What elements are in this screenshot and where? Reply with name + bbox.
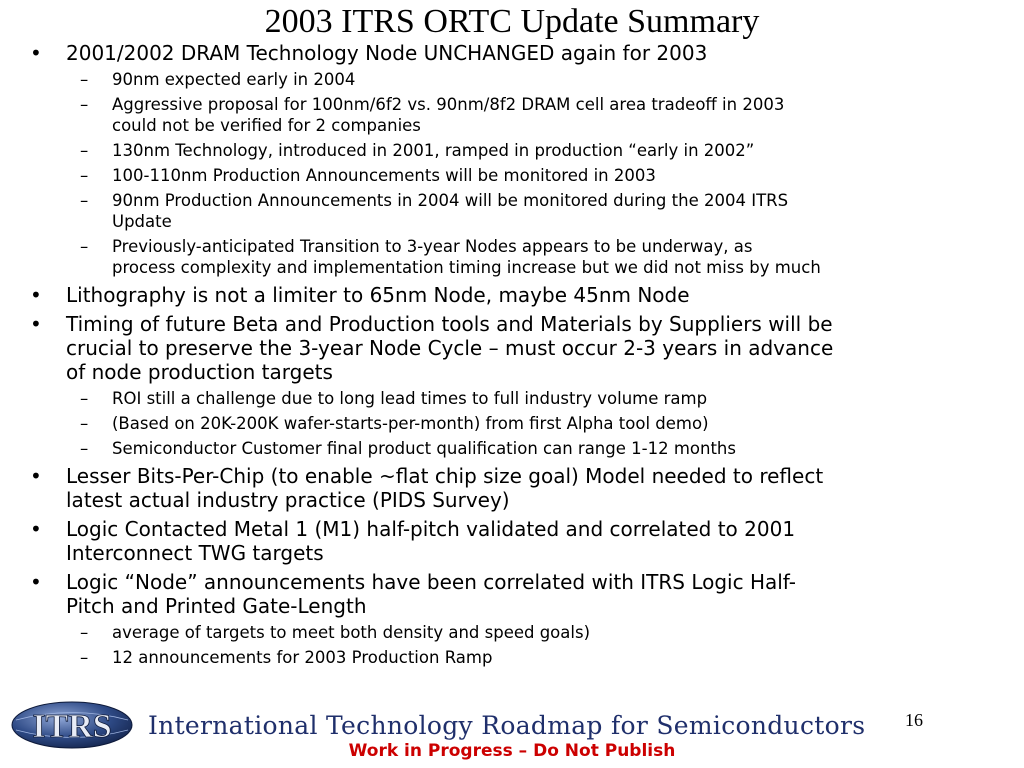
dash-marker: –	[80, 166, 89, 185]
sub-bullet-item	[80, 190, 789, 211]
line-text: (Based on 20K-200K wafer-starts-per-month) from first Alpha tool demo)	[112, 414, 709, 433]
line-text: Update	[112, 212, 172, 231]
org-name: International Technology Roadmap for Semiconductors	[148, 711, 866, 740]
dash-marker: –	[80, 141, 89, 160]
bullet-item	[30, 312, 833, 336]
line-text: 100-110nm Production Announcements will be monitored in 2003	[112, 166, 656, 185]
sub-bullet-item	[80, 647, 493, 668]
sub-bullet-item	[80, 140, 755, 161]
line-text: ROI still a challenge due to long lead times to full industry volume ramp	[112, 389, 708, 408]
line-text: 12 announcements for 2003 Production Ramp	[112, 648, 493, 667]
bullet-item	[66, 336, 833, 360]
sub-bullet-item	[80, 622, 591, 643]
line-text: Lesser Bits-Per-Chip (to enable ~flat chip size goal) Model needed to reflect	[66, 464, 824, 488]
dash-marker: –	[80, 95, 89, 114]
bullet-item	[30, 41, 708, 65]
bullet-item	[66, 541, 324, 565]
line-text: crucial to preserve the 3-year Node Cycle – must occur 2-3 years in advance	[66, 336, 834, 360]
sub-bullet-item	[80, 165, 656, 186]
bullet-marker: •	[30, 517, 42, 541]
dash-marker: –	[80, 191, 89, 210]
line-text: 130nm Technology, introduced in 2001, ramped in production “early in 2002”	[112, 141, 755, 160]
sub-bullet-item	[80, 69, 356, 90]
line-text: average of targets to meet both density and speed goals)	[112, 623, 591, 642]
bullet-item	[66, 360, 333, 384]
slide-title: 2003 ITRS ORTC Update Summary	[264, 3, 760, 40]
sub-bullet-item	[80, 438, 736, 459]
line-text: Logic Contacted Metal 1 (M1) half-pitch validated and correlated to 2001	[66, 517, 796, 541]
bullet-marker: •	[30, 283, 42, 307]
line-text: latest actual industry practice (PIDS Survey)	[66, 488, 510, 512]
sub-bullet-item	[112, 211, 172, 232]
line-text: 90nm Production Announcements in 2004 will be monitored during the 2004 ITRS	[112, 191, 789, 210]
itrs-logo-text: ITRS	[32, 708, 112, 745]
bullet-marker: •	[30, 570, 42, 594]
dash-marker: –	[80, 237, 89, 256]
line-text: Pitch and Printed Gate-Length	[66, 594, 367, 618]
bullet-item	[30, 517, 796, 541]
bullet-item	[66, 488, 510, 512]
bullet-marker: •	[30, 41, 42, 65]
dash-marker: –	[80, 623, 89, 642]
line-text: Lithography is not a limiter to 65nm Node, maybe 45nm Node	[66, 283, 690, 307]
publish-notice: Work in Progress – Do Not Publish	[348, 741, 676, 761]
dash-marker: –	[80, 439, 89, 458]
line-text: 2001/2002 DRAM Technology Node UNCHANGED again for 2003	[66, 41, 708, 65]
sub-bullet-item	[80, 413, 709, 434]
line-text: Interconnect TWG targets	[66, 541, 324, 565]
dash-marker: –	[80, 648, 89, 667]
bullet-item	[66, 594, 367, 618]
line-text: could not be verified for 2 companies	[112, 116, 421, 135]
line-text: 90nm expected early in 2004	[112, 70, 356, 89]
sub-bullet-item	[112, 115, 421, 136]
bullet-item	[30, 464, 824, 488]
sub-bullet-item	[112, 257, 821, 278]
bullet-item	[30, 570, 796, 594]
bullet-marker: •	[30, 312, 42, 336]
line-text: Semiconductor Customer final product qualification can range 1-12 months	[112, 439, 736, 458]
sub-bullet-item	[80, 388, 708, 409]
dash-marker: –	[80, 414, 89, 433]
sub-bullet-item	[80, 94, 785, 115]
dash-marker: –	[80, 389, 89, 408]
bullet-item	[30, 283, 690, 307]
line-text: of node production targets	[66, 360, 333, 384]
dash-marker: –	[80, 70, 89, 89]
sub-bullet-item	[80, 236, 753, 257]
line-text: Logic “Node” announcements have been correlated with ITRS Logic Half-	[66, 570, 796, 594]
line-text: Aggressive proposal for 100nm/6f2 vs. 90nm/8f2 DRAM cell area tradeoff in 2003	[112, 95, 785, 114]
line-text: Timing of future Beta and Production tools and Materials by Suppliers will be	[66, 312, 833, 336]
line-text: Previously-anticipated Transition to 3-year Nodes appears to be underway, as	[112, 237, 753, 256]
bullet-marker: •	[30, 464, 42, 488]
page-number: 16	[905, 710, 923, 730]
line-text: process complexity and implementation timing increase but we did not miss by much	[112, 258, 821, 277]
